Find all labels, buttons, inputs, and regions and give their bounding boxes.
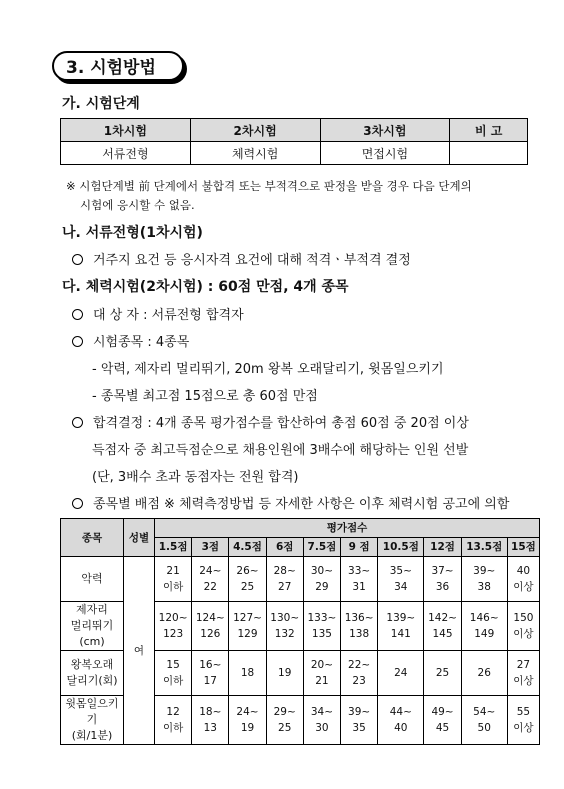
stages-note-2: 시험에 응시할 수 없음. [80,198,195,212]
fitness-heading: 다. 체력시험(2차시험) : 60점 만점, 4개 종목 [62,279,349,295]
fitness-events-sub2: - 종목별 최고점 15점으로 총 60점 만점 [92,389,318,404]
score-level-header: 9 점 [341,538,378,557]
score-cell: 39~ 35 [341,696,378,745]
score-cell: 15 이하 [155,651,192,696]
circle-bullet-icon [72,309,83,320]
stages-table [60,118,528,165]
stage-header: 1차시험 [61,119,191,142]
circle-bullet-icon [72,336,83,347]
score-cell: 139~ 141 [378,602,424,651]
score-level-header: 10.5점 [378,538,424,557]
stage-header: 3차시험 [320,119,450,142]
score-cell: 130~ 132 [266,602,303,651]
score-cell: 18 [229,651,266,696]
score-cell: 136~ 138 [341,602,378,651]
stage-header: 2차시험 [190,119,320,142]
score-level-header: 13.5점 [461,538,507,557]
stage-value [450,142,528,165]
col-gender-header: 성별 [124,519,155,557]
score-cell: 55 이상 [507,696,539,745]
score-cell: 25 [424,651,461,696]
stage-value: 서류전형 [61,142,191,165]
fitness-pass-text: 합격결정 : 4개 종목 평가점수를 합산하여 총점 60점 중 20점 이상 [93,416,469,431]
stage-header: 비 고 [450,119,528,142]
table-row [61,557,540,602]
fitness-score-text: 종목별 배점 ※ 체력측정방법 등 자세한 사항은 이후 체력시험 공고에 의함 [93,497,510,512]
fitness-pass-line3: (단, 3배수 초과 동점자는 전원 합격) [92,470,299,485]
event-name: 악력 [61,557,124,602]
score-level-header: 4.5점 [229,538,266,557]
score-cell: 28~ 27 [266,557,303,602]
stage-value: 체력시험 [190,142,320,165]
score-cell: 150 이상 [507,602,539,651]
score-level-header: 3점 [192,538,229,557]
score-level-header: 7.5점 [303,538,340,557]
score-cell: 127~ 129 [229,602,266,651]
score-cell: 49~ 45 [424,696,461,745]
col-event-header: 종목 [61,519,124,557]
score-cell: 124~ 126 [192,602,229,651]
circle-bullet-icon [72,498,83,509]
score-cell: 34~ 30 [303,696,340,745]
score-cell: 27 이상 [507,651,539,696]
score-cell: 24~ 22 [192,557,229,602]
score-cell: 30~ 29 [303,557,340,602]
documents-item [72,249,411,268]
fitness-pass [72,412,469,431]
score-level-header: 6점 [266,538,303,557]
fitness-events-sub1: - 악력, 제자리 멀리뛰기, 20m 왕복 오래달리기, 윗몸일으키기 [92,362,444,377]
score-cell: 44~ 40 [378,696,424,745]
score-cell: 12 이하 [155,696,192,745]
score-cell: 54~ 50 [461,696,507,745]
col-scores-header: 평가점수 [155,519,540,538]
score-cell: 21 이하 [155,557,192,602]
score-cell: 142~ 145 [424,602,461,651]
score-level-header: 15점 [507,538,539,557]
fitness-events [72,331,189,350]
score-cell: 133~ 135 [303,602,340,651]
score-cell: 19 [266,651,303,696]
documents-item-text: 거주지 요건 등 응시자격 요건에 대해 적격ㆍ부적격 결정 [93,253,411,268]
fitness-target [72,304,244,323]
circle-bullet-icon [72,417,83,428]
circle-bullet-icon [72,254,83,265]
score-cell: 22~ 23 [341,651,378,696]
score-cell: 120~ 123 [155,602,192,651]
fitness-score [72,493,509,512]
score-cell: 33~ 31 [341,557,378,602]
score-level-header: 12점 [424,538,461,557]
score-cell: 24~ 19 [229,696,266,745]
score-table [60,518,540,745]
score-cell: 16~ 17 [192,651,229,696]
event-name: 제자리 멀리뛰기 (cm) [61,602,124,651]
section-title: 3. 시험방법 [52,51,184,81]
documents-heading: 나. 서류전형(1차시험) [62,225,203,241]
score-cell: 26 [461,651,507,696]
fitness-pass-line2: 득점자 중 최고득점순으로 채용인원에 3배수에 해당하는 인원 선발 [92,443,469,458]
event-name: 윗몸일으키기 (회/1분) [61,696,124,745]
score-cell: 24 [378,651,424,696]
gender-cell: 여 [124,557,155,745]
fitness-target-text: 대 상 자 : 서류전형 합격자 [93,308,244,323]
score-cell: 18~ 13 [192,696,229,745]
score-cell: 146~ 149 [461,602,507,651]
score-cell: 37~ 36 [424,557,461,602]
stage-value: 면접시험 [320,142,450,165]
event-name: 왕복오래 달리기(회) [61,651,124,696]
stages-heading: 가. 시험단계 [62,96,140,112]
score-cell: 35~ 34 [378,557,424,602]
score-cell: 39~ 38 [461,557,507,602]
score-cell: 29~ 25 [266,696,303,745]
score-cell: 20~ 21 [303,651,340,696]
fitness-events-text: 시험종목 : 4종목 [93,335,190,350]
score-cell: 40 이상 [507,557,539,602]
score-cell: 26~ 25 [229,557,266,602]
score-level-header: 1.5점 [155,538,192,557]
stages-note-1: ※ 시험단계별 前 단계에서 불합격 또는 부적격으로 판정을 받을 경우 다음 단계의 [66,179,472,193]
